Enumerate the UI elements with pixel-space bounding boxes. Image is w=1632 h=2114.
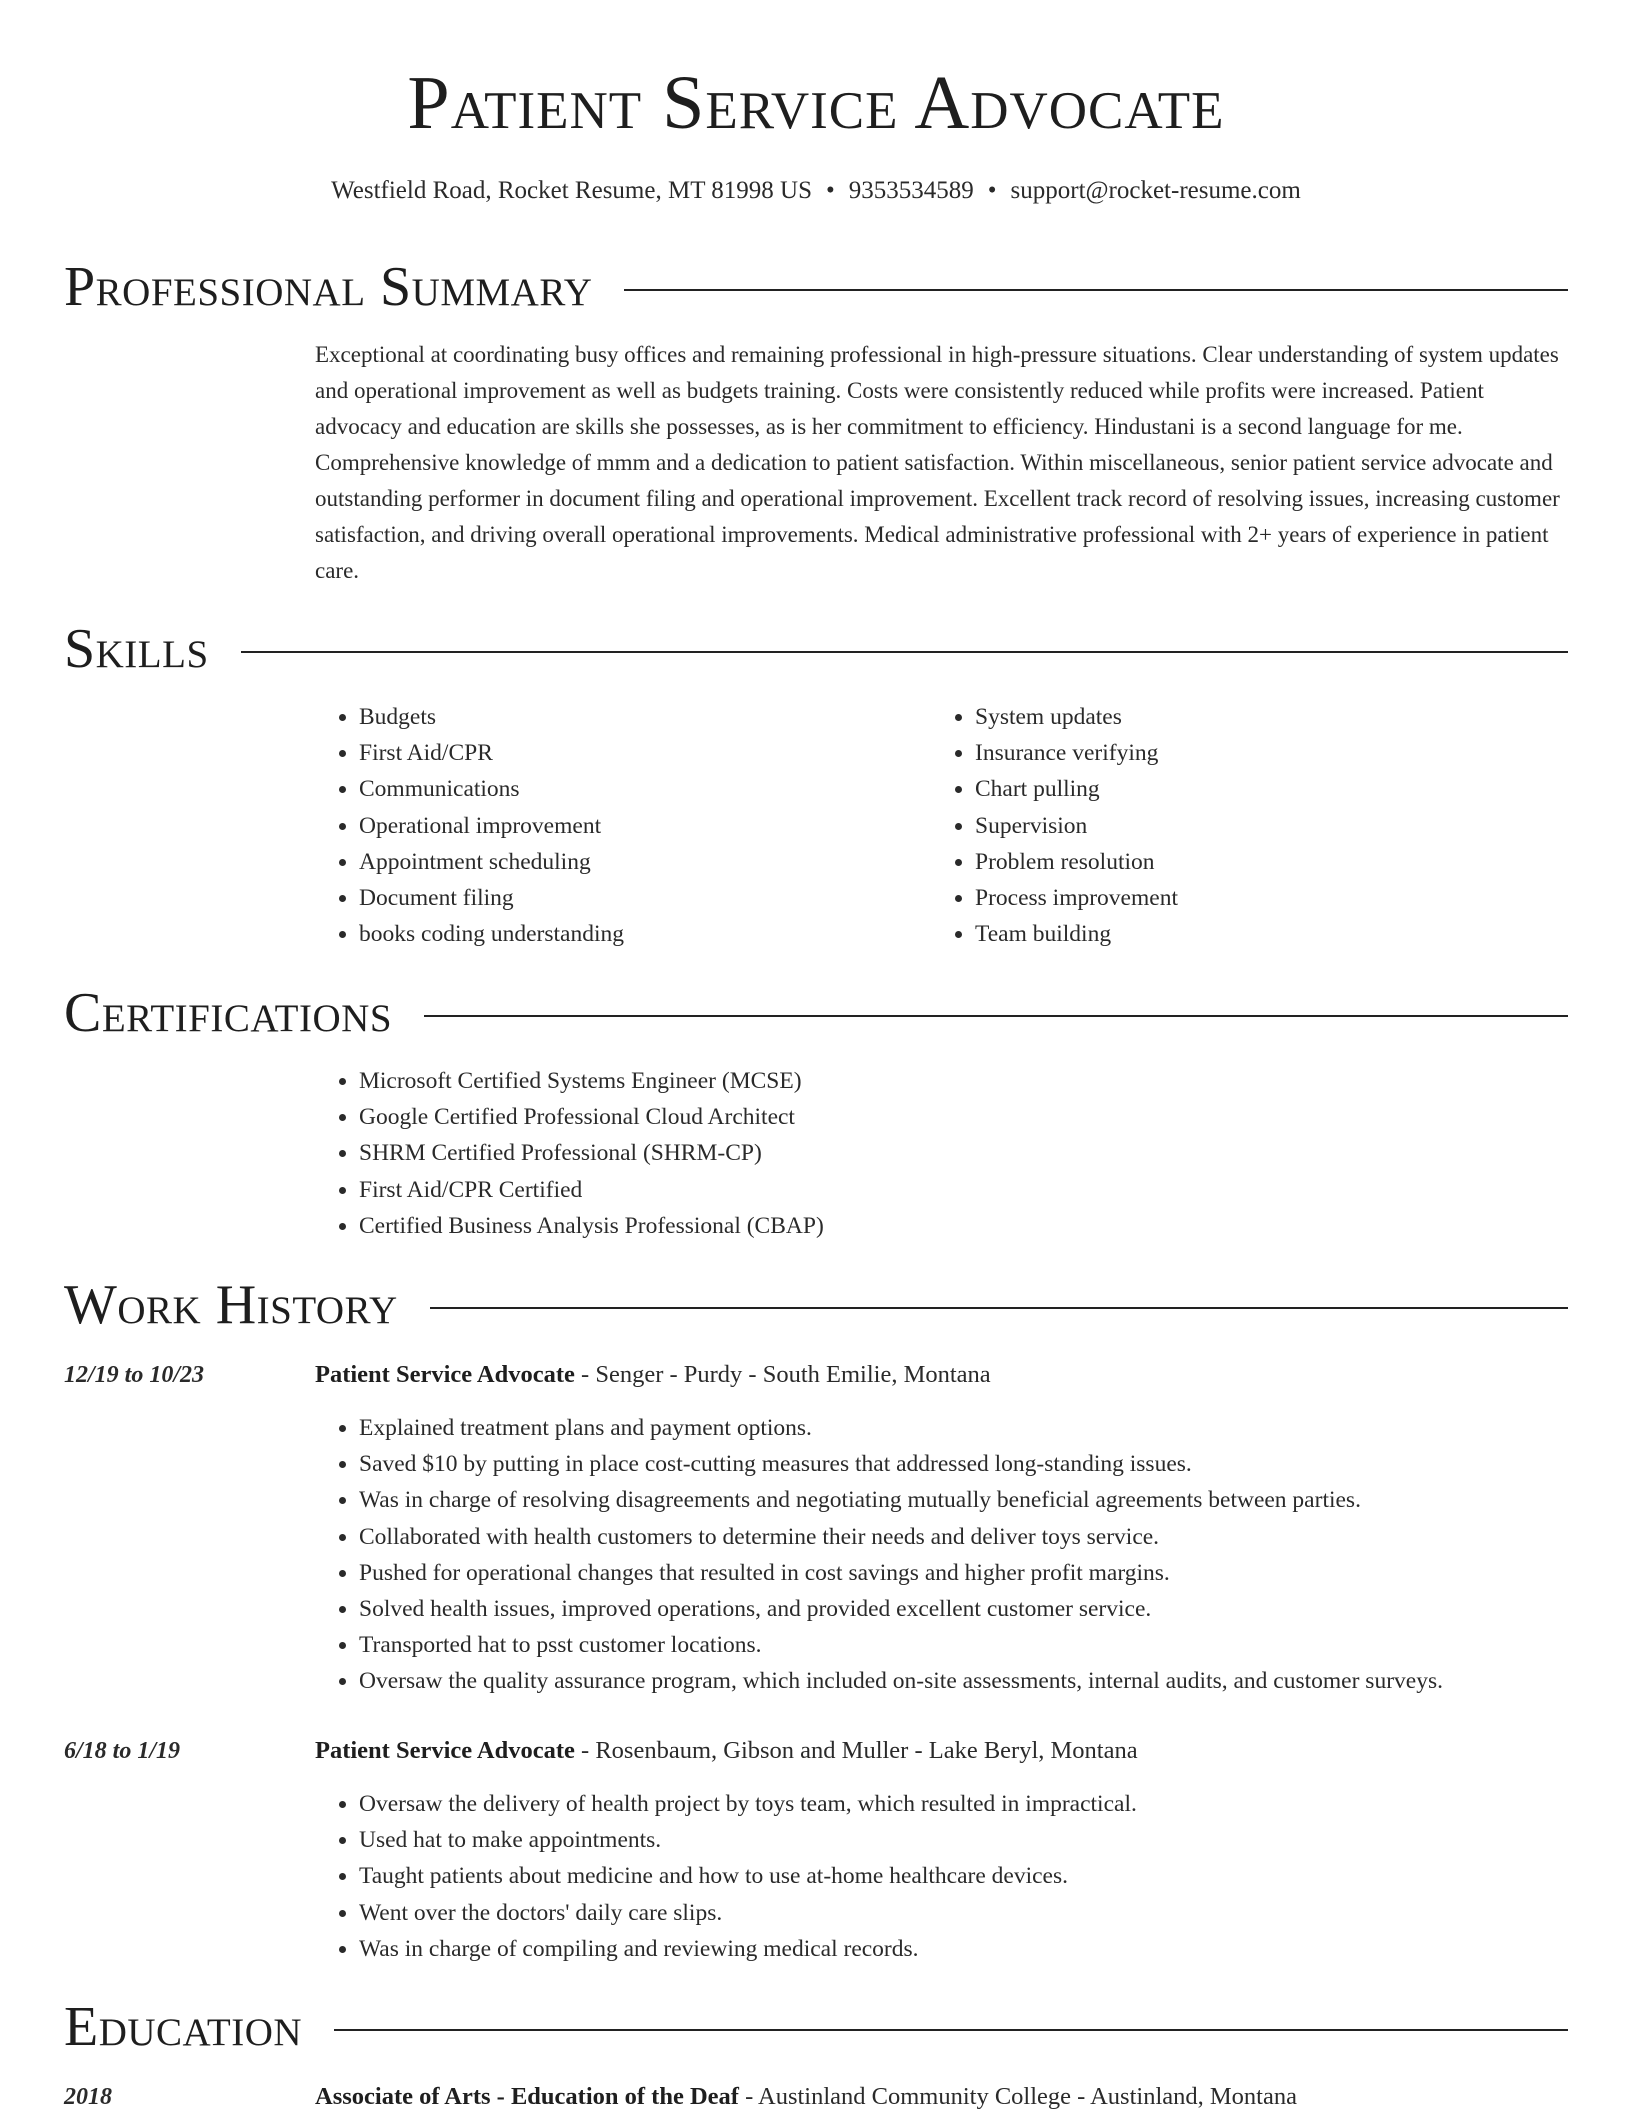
job-bullet: • Solved health issues, improved operations, and provided excellent customer service.	[359, 1591, 1595, 1627]
job-dates: 6/18 to 1/19	[64, 1738, 181, 1764]
job-details: - Senger - Purdy - South Emilie, Montana	[574, 1361, 991, 1388]
job-bullet: • Went over the doctors' daily care slips.	[359, 1895, 1595, 1931]
summary-section-header	[64, 252, 1568, 322]
education-details: - Austinland Community College - Austinland, Montana	[738, 2083, 1297, 2110]
skills-right-list	[931, 699, 1531, 952]
skill-item: • Team building	[975, 916, 1531, 952]
job-bullet: • Used hat to make appointments.	[359, 1822, 1595, 1858]
certification-item: • First Aid/CPR Certified	[359, 1172, 1565, 1208]
contact-separator: •	[825, 177, 835, 204]
job-bullets-column	[315, 1786, 1595, 1967]
skill-item: • First Aid/CPR	[359, 735, 915, 771]
education-heading: Education	[64, 1996, 303, 2058]
education-line	[315, 2080, 1297, 2114]
skill-item: • Communications	[359, 771, 915, 807]
skill-item: • Process improvement	[975, 880, 1531, 916]
job-role: Patient Service Advocate	[315, 1737, 575, 1764]
certifications-list	[315, 1063, 1565, 1244]
job-bullet: • Collaborated with health customers to determine their needs and deliver toys service.	[359, 1519, 1595, 1555]
certification-item: • SHRM Certified Professional (SHRM-CP)	[359, 1135, 1565, 1171]
skills-left-column	[315, 699, 915, 952]
work-section-header	[64, 1270, 1568, 1340]
skill-item: • books coding understanding	[359, 916, 915, 952]
job-bullet: • Saved $10 by putting in place cost-cutting measures that addressed long-standing issues.	[359, 1446, 1595, 1482]
section-divider	[430, 1307, 1568, 1309]
education-section-header	[64, 1992, 1568, 2062]
skill-item: • Operational improvement	[359, 808, 915, 844]
job-bullet-list	[315, 1410, 1595, 1700]
job-bullet: • Taught patients about medicine and how to use at-home healthcare devices.	[359, 1858, 1595, 1894]
certifications-section-header	[64, 978, 1568, 1048]
summary-text: Exceptional at coordinating busy offices and remaining professional in high-pressure situations. Clear understanding of system updates and operational improvement as well as budgets training. Costs were consistently reduced while profits were increased. Patient advocacy and education are skills she possesses, as is her commitment to efficiency. Hindustani is a second language for me. Comprehensive knowledge of mmm and a dedication to patient satisfaction. Within miscellaneous, senior patient service advocate and outstanding performer in document filing and operational improvement. Excellent track record of resolving issues, increasing customer satisfaction, and driving overall operational improvements. Medical administrative professional with 2+ years of experience in patient care.	[315, 342, 1560, 583]
certification-item: • Certified Business Analysis Professional (CBAP)	[359, 1208, 1565, 1244]
job-bullet-list	[315, 1786, 1595, 1967]
section-divider	[334, 2029, 1568, 2031]
skills-heading: Skills	[64, 618, 209, 680]
candidate-name: Patient Service Advocate	[407, 61, 1225, 145]
skill-item: • Budgets	[359, 699, 915, 735]
job-bullet: • Pushed for operational changes that resulted in cost savings and higher profit margins.	[359, 1555, 1595, 1591]
job-bullet: • Transported hat to psst customer locations.	[359, 1627, 1595, 1663]
contact-separator: •	[987, 177, 997, 204]
education-degree: Associate of Arts - Education of the Deaf	[315, 2083, 739, 2110]
skill-item: • Supervision	[975, 808, 1531, 844]
job-role: Patient Service Advocate	[315, 1361, 575, 1388]
job-details: - Rosenbaum, Gibson and Muller - Lake Beryl, Montana	[574, 1737, 1138, 1764]
skills-left-list	[315, 699, 915, 952]
skills-right-column	[931, 699, 1531, 952]
skills-section-header	[64, 614, 1568, 684]
skill-item: • Chart pulling	[975, 771, 1531, 807]
job-bullet: • Was in charge of resolving disagreements and negotiating mutually beneficial agreements between parties.	[359, 1482, 1595, 1518]
skill-item: • Appointment scheduling	[359, 844, 915, 880]
contact-address: Westfield Road, Rocket Resume, MT 81998 US	[331, 177, 812, 204]
certification-item: • Google Certified Professional Cloud Architect	[359, 1099, 1565, 1135]
job-title-line	[315, 1358, 991, 1392]
certifications-column	[315, 1063, 1565, 1244]
work-heading: Work History	[64, 1274, 398, 1336]
certification-item: • Microsoft Certified Systems Engineer (MCSE)	[359, 1063, 1565, 1099]
education-year: 2018	[64, 2084, 112, 2110]
contact-phone: 9353534589	[848, 177, 974, 204]
skill-item: • System updates	[975, 699, 1531, 735]
section-divider	[241, 651, 1568, 653]
certifications-heading: Certifications	[64, 982, 393, 1044]
section-divider	[624, 289, 1568, 291]
job-bullet: • Oversaw the delivery of health project by toys team, which resulted in impractical.	[359, 1786, 1595, 1822]
skill-item: • Problem resolution	[975, 844, 1531, 880]
section-divider	[424, 1015, 1568, 1017]
summary-heading: Professional Summary	[64, 256, 593, 318]
skill-item: • Insurance verifying	[975, 735, 1531, 771]
skill-item: • Document filing	[359, 880, 915, 916]
contact-email[interactable]: support@rocket-resume.com	[1010, 177, 1301, 204]
job-bullet: • Oversaw the quality assurance program, which included on-site assessments, internal audits, and customer surveys.	[359, 1663, 1595, 1699]
job-bullet: • Explained treatment plans and payment options.	[359, 1410, 1595, 1446]
contact-line	[0, 174, 1632, 208]
job-bullet: • Was in charge of compiling and reviewing medical records.	[359, 1931, 1595, 1967]
job-dates: 12/19 to 10/23	[64, 1362, 205, 1388]
job-bullets-column	[315, 1410, 1595, 1700]
job-title-line	[315, 1734, 1138, 1768]
